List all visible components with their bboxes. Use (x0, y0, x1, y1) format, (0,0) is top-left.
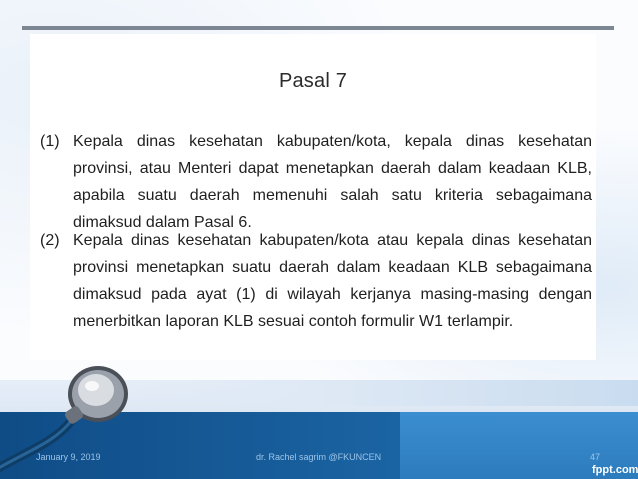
top-divider (22, 26, 614, 30)
clause-number: (2) (40, 232, 60, 249)
slide-content (30, 34, 596, 360)
footer-highlight (100, 380, 638, 406)
footer-date: January 9, 2019 (36, 452, 101, 462)
clause-1 (40, 128, 592, 236)
clause-text: Kepala dinas kesehatan kabupaten/kota atau kepala dinas kesehatan provinsi menetapkan suatu daerah dalam keadaan KLB sebagaimana dimaksud pada ayat (1) di wilayah kerjanya masing-masing dengan menerbitkan laporan KLB sesuai contoh formulir W1 terlampir. (73, 232, 592, 330)
slide-number: 47 (590, 452, 601, 462)
clause-number: (1) (40, 133, 60, 150)
brand-logo-text: fppt.com (592, 464, 638, 476)
footer-author: dr. Rachel sagrim @FKUNCEN (256, 452, 382, 462)
clause-2 (40, 227, 592, 335)
clause-text: Kepala dinas kesehatan kabupaten/kota, kepala dinas kesehatan provinsi, atau Menteri dapat menetapkan daerah dalam keadaan KLB, apabila suatu daerah memenuhi salah satu kriteria sebagaimana dimaksud dalam Pasal 6. (73, 133, 592, 231)
page-title: Pasal 7 (278, 70, 348, 92)
